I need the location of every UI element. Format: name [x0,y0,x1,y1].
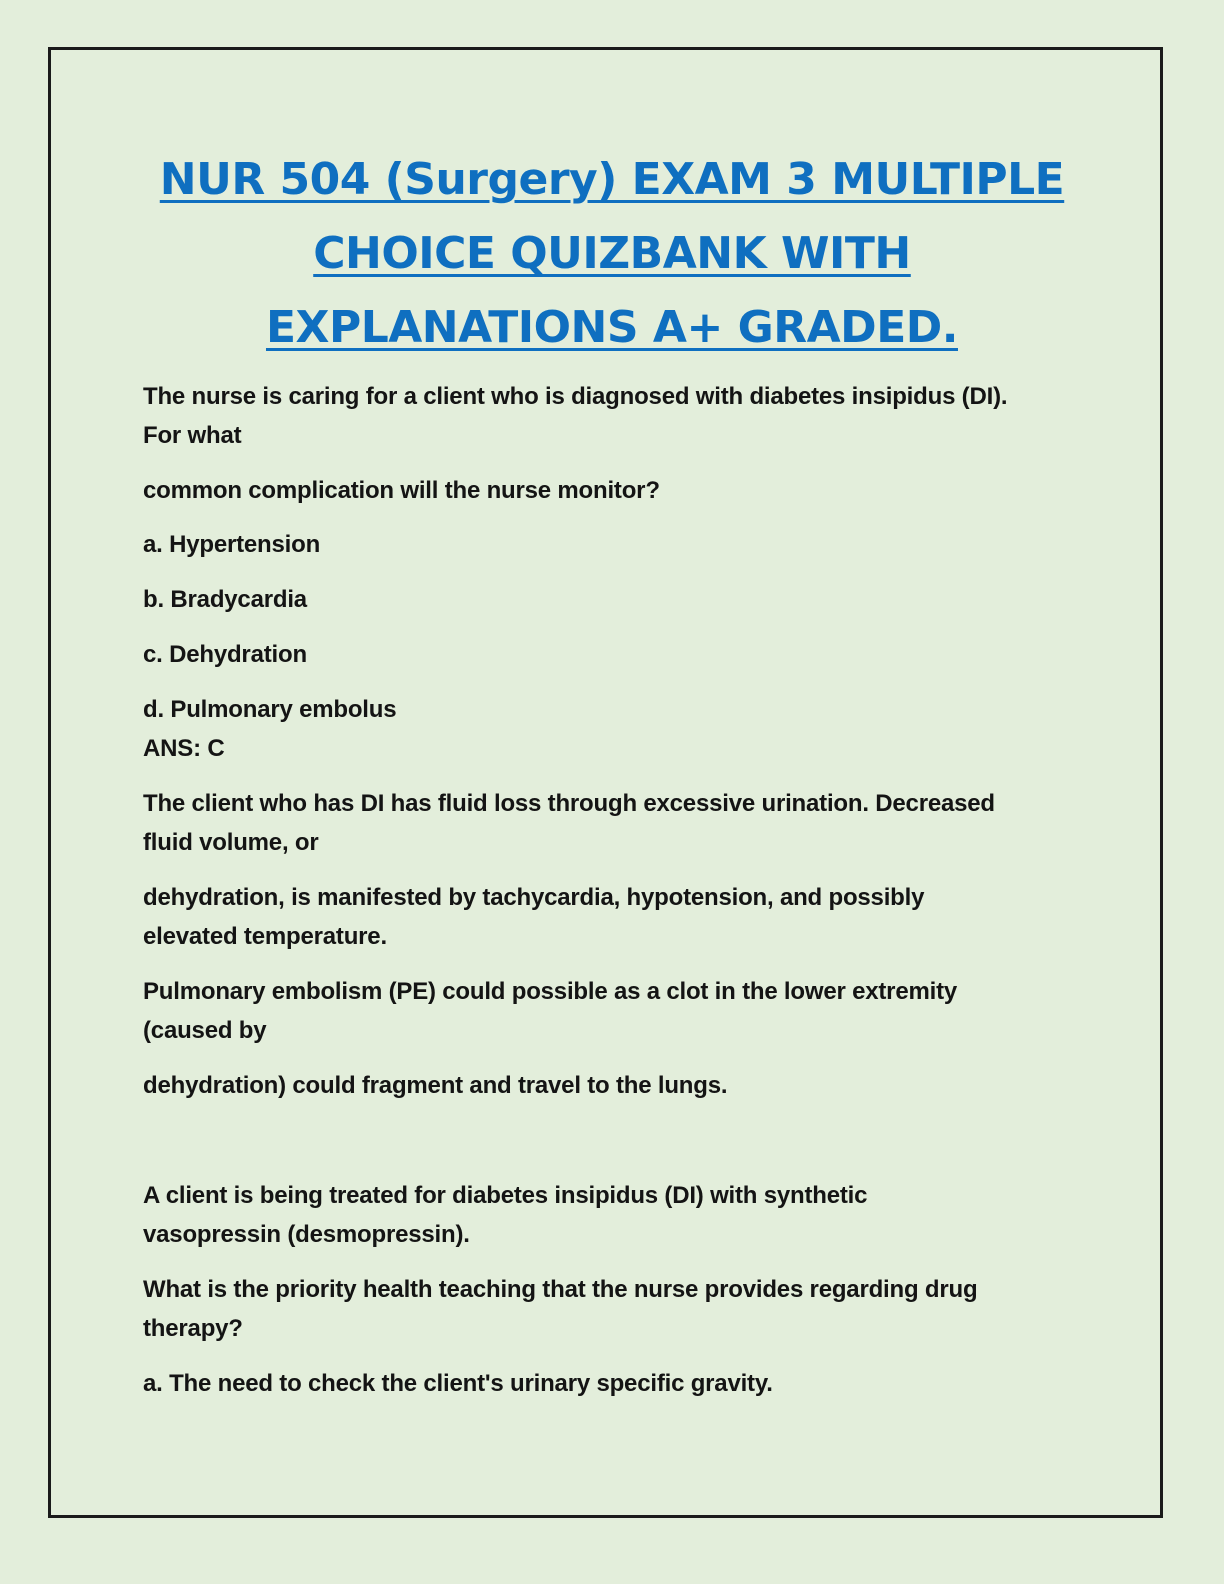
rationale-3-line-1: Pulmonary embolism (PE) could possible as a clot in the lower extremity [143,978,958,1005]
rationale-3-line-2: (caused by [143,1017,267,1044]
question-1-stem-line-3: common complication will the nurse monitor? [143,477,660,504]
question-2-stem-line-2: vasopressin (desmopressin). [143,1221,470,1248]
document-title [0,143,1224,365]
option-d-text: d. Pulmonary embolus [143,696,397,723]
rationale-2-line-2: elevated temperature. [143,923,387,950]
question-2-stem-continued [143,1270,1093,1348]
question-1-stem-line-2: For what [143,422,242,449]
question-1-rationale-1 [143,784,1093,862]
question-1-rationale-4 [143,1066,1093,1105]
question-2-stem-line-3: What is the priority health teaching that the nurse provides regarding drug [143,1276,978,1303]
question-1-option-d [143,690,1093,768]
question-1-stem [143,377,1093,455]
question-1-rationale-2 [143,878,1093,956]
title-line-3: EXPLANATIONS A+ GRADED. [265,302,958,353]
question-2-option-a [143,1364,1093,1403]
question-2-option-a-text: a. The need to check the client's urinary specific gravity. [143,1370,773,1397]
question-1-rationale-3 [143,972,1093,1050]
question-1-answer: ANS: C [143,735,225,762]
rationale-1-line-2: fluid volume, or [143,829,319,856]
rationale-4-line-1: dehydration) could fragment and travel to the lungs. [143,1072,728,1099]
question-1-stem-line-1: The nurse is caring for a client who is diagnosed with diabetes insipidus (DI). [143,383,1008,410]
question-1-stem-continued [143,471,1093,510]
title-line-1: NUR 504 (Surgery) EXAM 3 MULTIPLE [159,154,1065,205]
question-2-stem-line-1: A client is being treated for diabetes insipidus (DI) with synthetic [143,1182,868,1209]
rationale-1-line-1: The client who has DI has fluid loss through excessive urination. Decreased [143,790,995,817]
question-2-stem [143,1176,1093,1254]
title-line-2: CHOICE QUIZBANK WITH [313,228,911,279]
rationale-2-line-1: dehydration, is manifested by tachycardia, hypotension, and possibly [143,884,925,911]
question-1-option-c [143,635,1093,674]
question-2-stem-line-4: therapy? [143,1315,243,1342]
option-a-text: a. Hypertension [143,531,321,558]
option-c-text: c. Dehydration [143,641,307,668]
question-1-option-b [143,580,1093,619]
option-b-text: b. Bradycardia [143,586,307,613]
question-1-option-a [143,525,1093,564]
